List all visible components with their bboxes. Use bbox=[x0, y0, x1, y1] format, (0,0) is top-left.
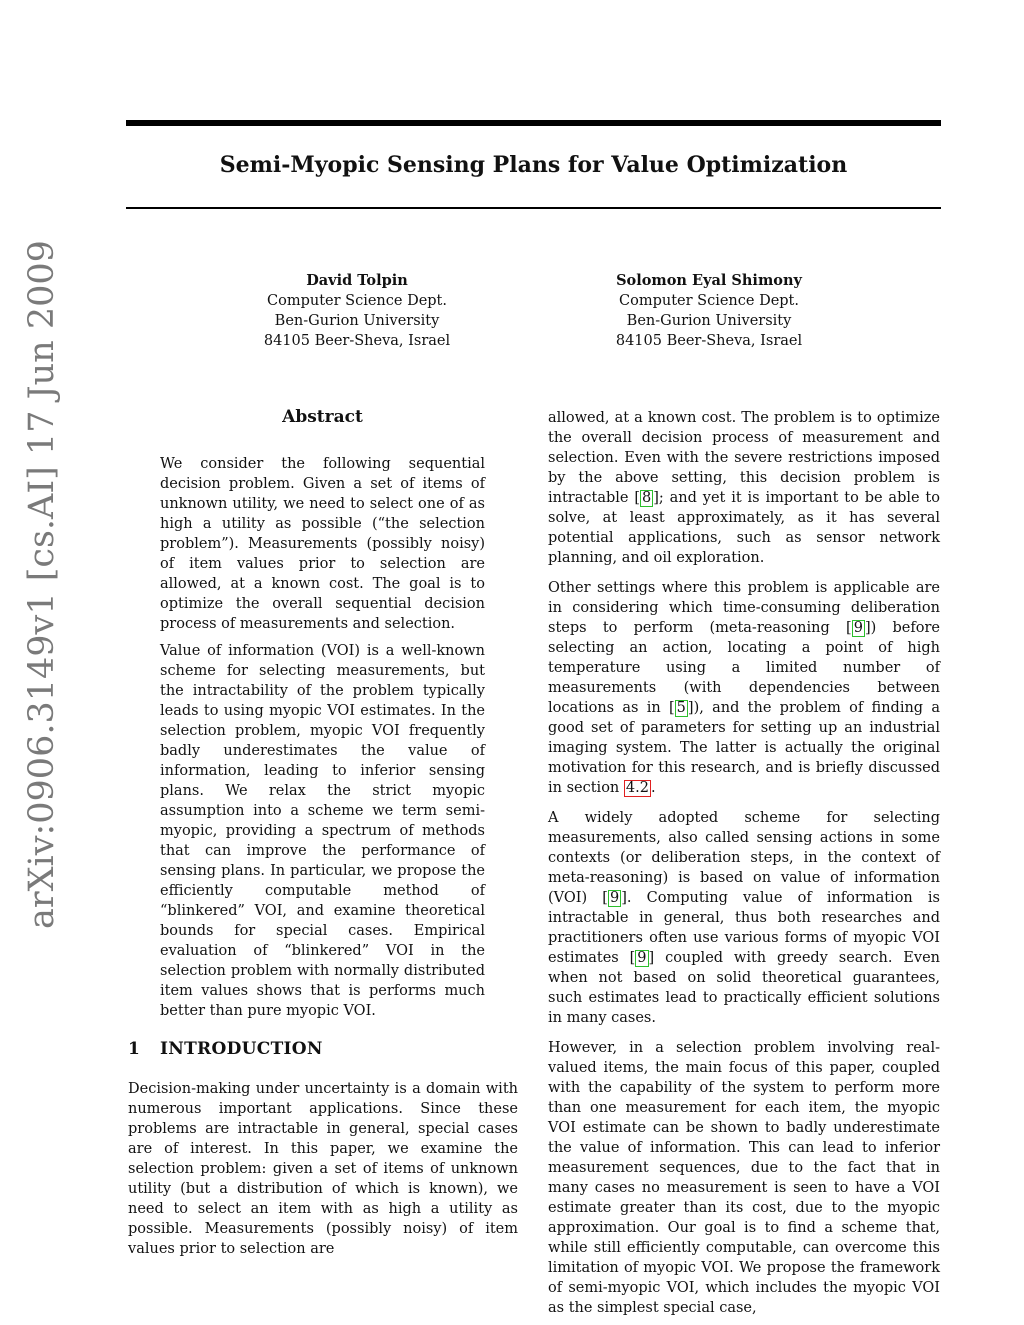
text-span: coupled with greedy search. Even when not based on solid theoretical guarantees, such estimates lead to practically efficient solutions in many cases. bbox=[548, 950, 941, 1026]
author-university: Ben-Gurion University bbox=[274, 313, 440, 329]
introduction-body bbox=[128, 1079, 518, 1259]
text-span: . bbox=[650, 780, 656, 796]
author-dept: Computer Science Dept. bbox=[267, 293, 447, 309]
author-block-1 bbox=[227, 271, 487, 351]
text-span: . Computing value of information is intractable in general, thus both researches and practitioners often use various forms of myopic VOI estimates bbox=[548, 890, 940, 966]
author-name: David Tolpin bbox=[306, 272, 408, 289]
right-column-body bbox=[548, 408, 940, 1318]
citation-link[interactable]: 8 bbox=[642, 490, 652, 506]
author-address: 84105 Beer-Sheva, Israel bbox=[615, 333, 803, 349]
section-reference-link[interactable]: 4.2 bbox=[625, 780, 649, 796]
author-address: 84105 Beer-Sheva, Israel bbox=[263, 333, 451, 349]
text-span: allowed, at a known cost. The problem is to optimize the overall decision process of measurement and selection. Even with the severe restrictions imposed by the above setting, this decision problem is intractable bbox=[548, 410, 940, 506]
title-rule-top bbox=[126, 120, 941, 126]
author-dept: Computer Science Dept. bbox=[619, 293, 799, 309]
author-block-2 bbox=[579, 271, 839, 351]
citation-link[interactable]: 5 bbox=[676, 700, 686, 716]
title-rule-bottom bbox=[126, 207, 941, 209]
abstract-paragraph: We consider the following sequential decision problem. Given a set of items of unknown utility, we need to select one of as high a utility as possible (“the selection problem”). Measurements (possibly noisy) of item values prior to selection are allowed, at a known cost. The goal is to optimize the overall sequential decision process of measurements and selection. bbox=[160, 456, 485, 632]
body-paragraph: However, in a selection problem involving real-valued items, the main focus of this paper, coupled with the capability of the system to perform more than one measurement for each item, the myopic VOI estimate can be shown to badly underestimate the value of information. This can lead to inferior measurement sequences, due to the fact that in many cases no measurement is seen to have a VOI estimate greater than its cost, due to the myopic approximation. Our goal is to find a scheme that, while still efficiently computable, can overcome this limitation of myopic VOI. We propose the framework of semi-myopic VOI, which includes the myopic VOI as the simplest special case, bbox=[548, 1040, 940, 1316]
citation-link[interactable]: 9 bbox=[609, 890, 620, 906]
text-span: ; and yet it is important to be able to solve, at least approximately, as it has several potential applications, such as sensor network planning, and oil exploration. bbox=[548, 490, 940, 566]
citation-link[interactable]: 9 bbox=[637, 950, 647, 966]
paper-title: Semi-Myopic Sensing Plans for Value Optimization bbox=[219, 152, 848, 178]
body-paragraph: A widely adopted scheme for selecting measurements, also called sensing actions in some contexts (or deliberation steps, in the context of meta-reasoning) is based on value of information (VOI) [ 9 ]. Computing value of information is intractable in general, thus both researches and practitioners often use various forms of myopic VOI estimates [ 9 ] coupled with greedy search. Even when not based on solid theoretical guarantees, such estimates lead to practically efficient solutions in many cases. bbox=[548, 810, 941, 1026]
citation-link[interactable]: 9 bbox=[853, 620, 863, 636]
body-paragraph: Other settings where this problem is applicable are in considering which time-consuming deliberation steps to perform (meta-reasoning [ 9 ]) before selecting an action, locating a point of high temperature using a limited number of measurements (with dependencies between locations as in [ 5 ]), and the problem of finding a good set of parameters for setting up an industrial imaging system. The latter is actually the original motivation for this research, and is briefly discussed in section 4.2 . bbox=[548, 580, 940, 796]
section-title: INTRODUCTION bbox=[160, 1039, 323, 1059]
abstract-heading: Abstract bbox=[282, 407, 363, 427]
text-span: Other settings where this problem is applicable are in considering which time-consuming deliberation steps to perform (meta-reasoning bbox=[548, 580, 940, 636]
intro-paragraph: Decision-making under uncertainty is a domain with numerous important applications. Since these problems are intractable in general, special cases are of interest. In this paper, we examine the selection problem: given a set of items of unknown utility (but a distribution of which is known), we need to select an item with as high a utility as possible. Measurements (possibly noisy) of item values prior to selection are bbox=[128, 1081, 518, 1257]
section-number: 1 bbox=[128, 1039, 141, 1059]
abstract-paragraph: Value of information (VOI) is a well-known scheme for selecting measurements, but the intractability of the problem typically leads to using myopic VOI estimates. In the selection problem, myopic VOI frequently badly underestimates the value of information, leading to inferior sensing plans. We relax the strict myopic assumption into a scheme we term semi-myopic, providing a spectrum of methods that can improve the performance of sensing plans. In particular, we propose the efficiently computable method of “blinkered” VOI, and examine theoretical bounds for special cases. Empirical evaluation of “blinkered” VOI in the selection problem with normally distributed item values shows that is performs much better than pure myopic VOI. bbox=[160, 643, 485, 1019]
author-university: Ben-Gurion University bbox=[626, 313, 792, 329]
body-paragraph: allowed, at a known cost. The problem is to optimize the overall decision process of measurement and selection. Even with the severe restrictions imposed by the above setting, this decision problem is intractable [ 8 ]; and yet it is important to be able to solve, at least approximately, as it has several potential applications, such as sensor network planning, and oil exploration. bbox=[548, 410, 940, 566]
text-span: A widely adopted scheme for selecting measurements, also called sensing actions in some contexts (or deliberation steps, in the context of meta-reasoning) is based on value of information (VOI) bbox=[548, 810, 940, 906]
text-span: ) before selecting an action, locating a point of high temperature using a limited number of measurements (with dependencies between locations as in bbox=[548, 620, 940, 716]
abstract-body bbox=[160, 454, 485, 1021]
arxiv-identifier-stamp: arXiv:0906.3149v1 [cs.AI] 17 Jun 2009 bbox=[22, 240, 62, 929]
section-heading-introduction bbox=[128, 1036, 518, 1062]
author-name: Solomon Eyal Shimony bbox=[616, 272, 802, 289]
text-span: ), and the problem of finding a good set of parameters for setting up an industrial imaging system. The latter is actually the original motivation for this research, and is briefly discussed in section bbox=[548, 700, 940, 796]
